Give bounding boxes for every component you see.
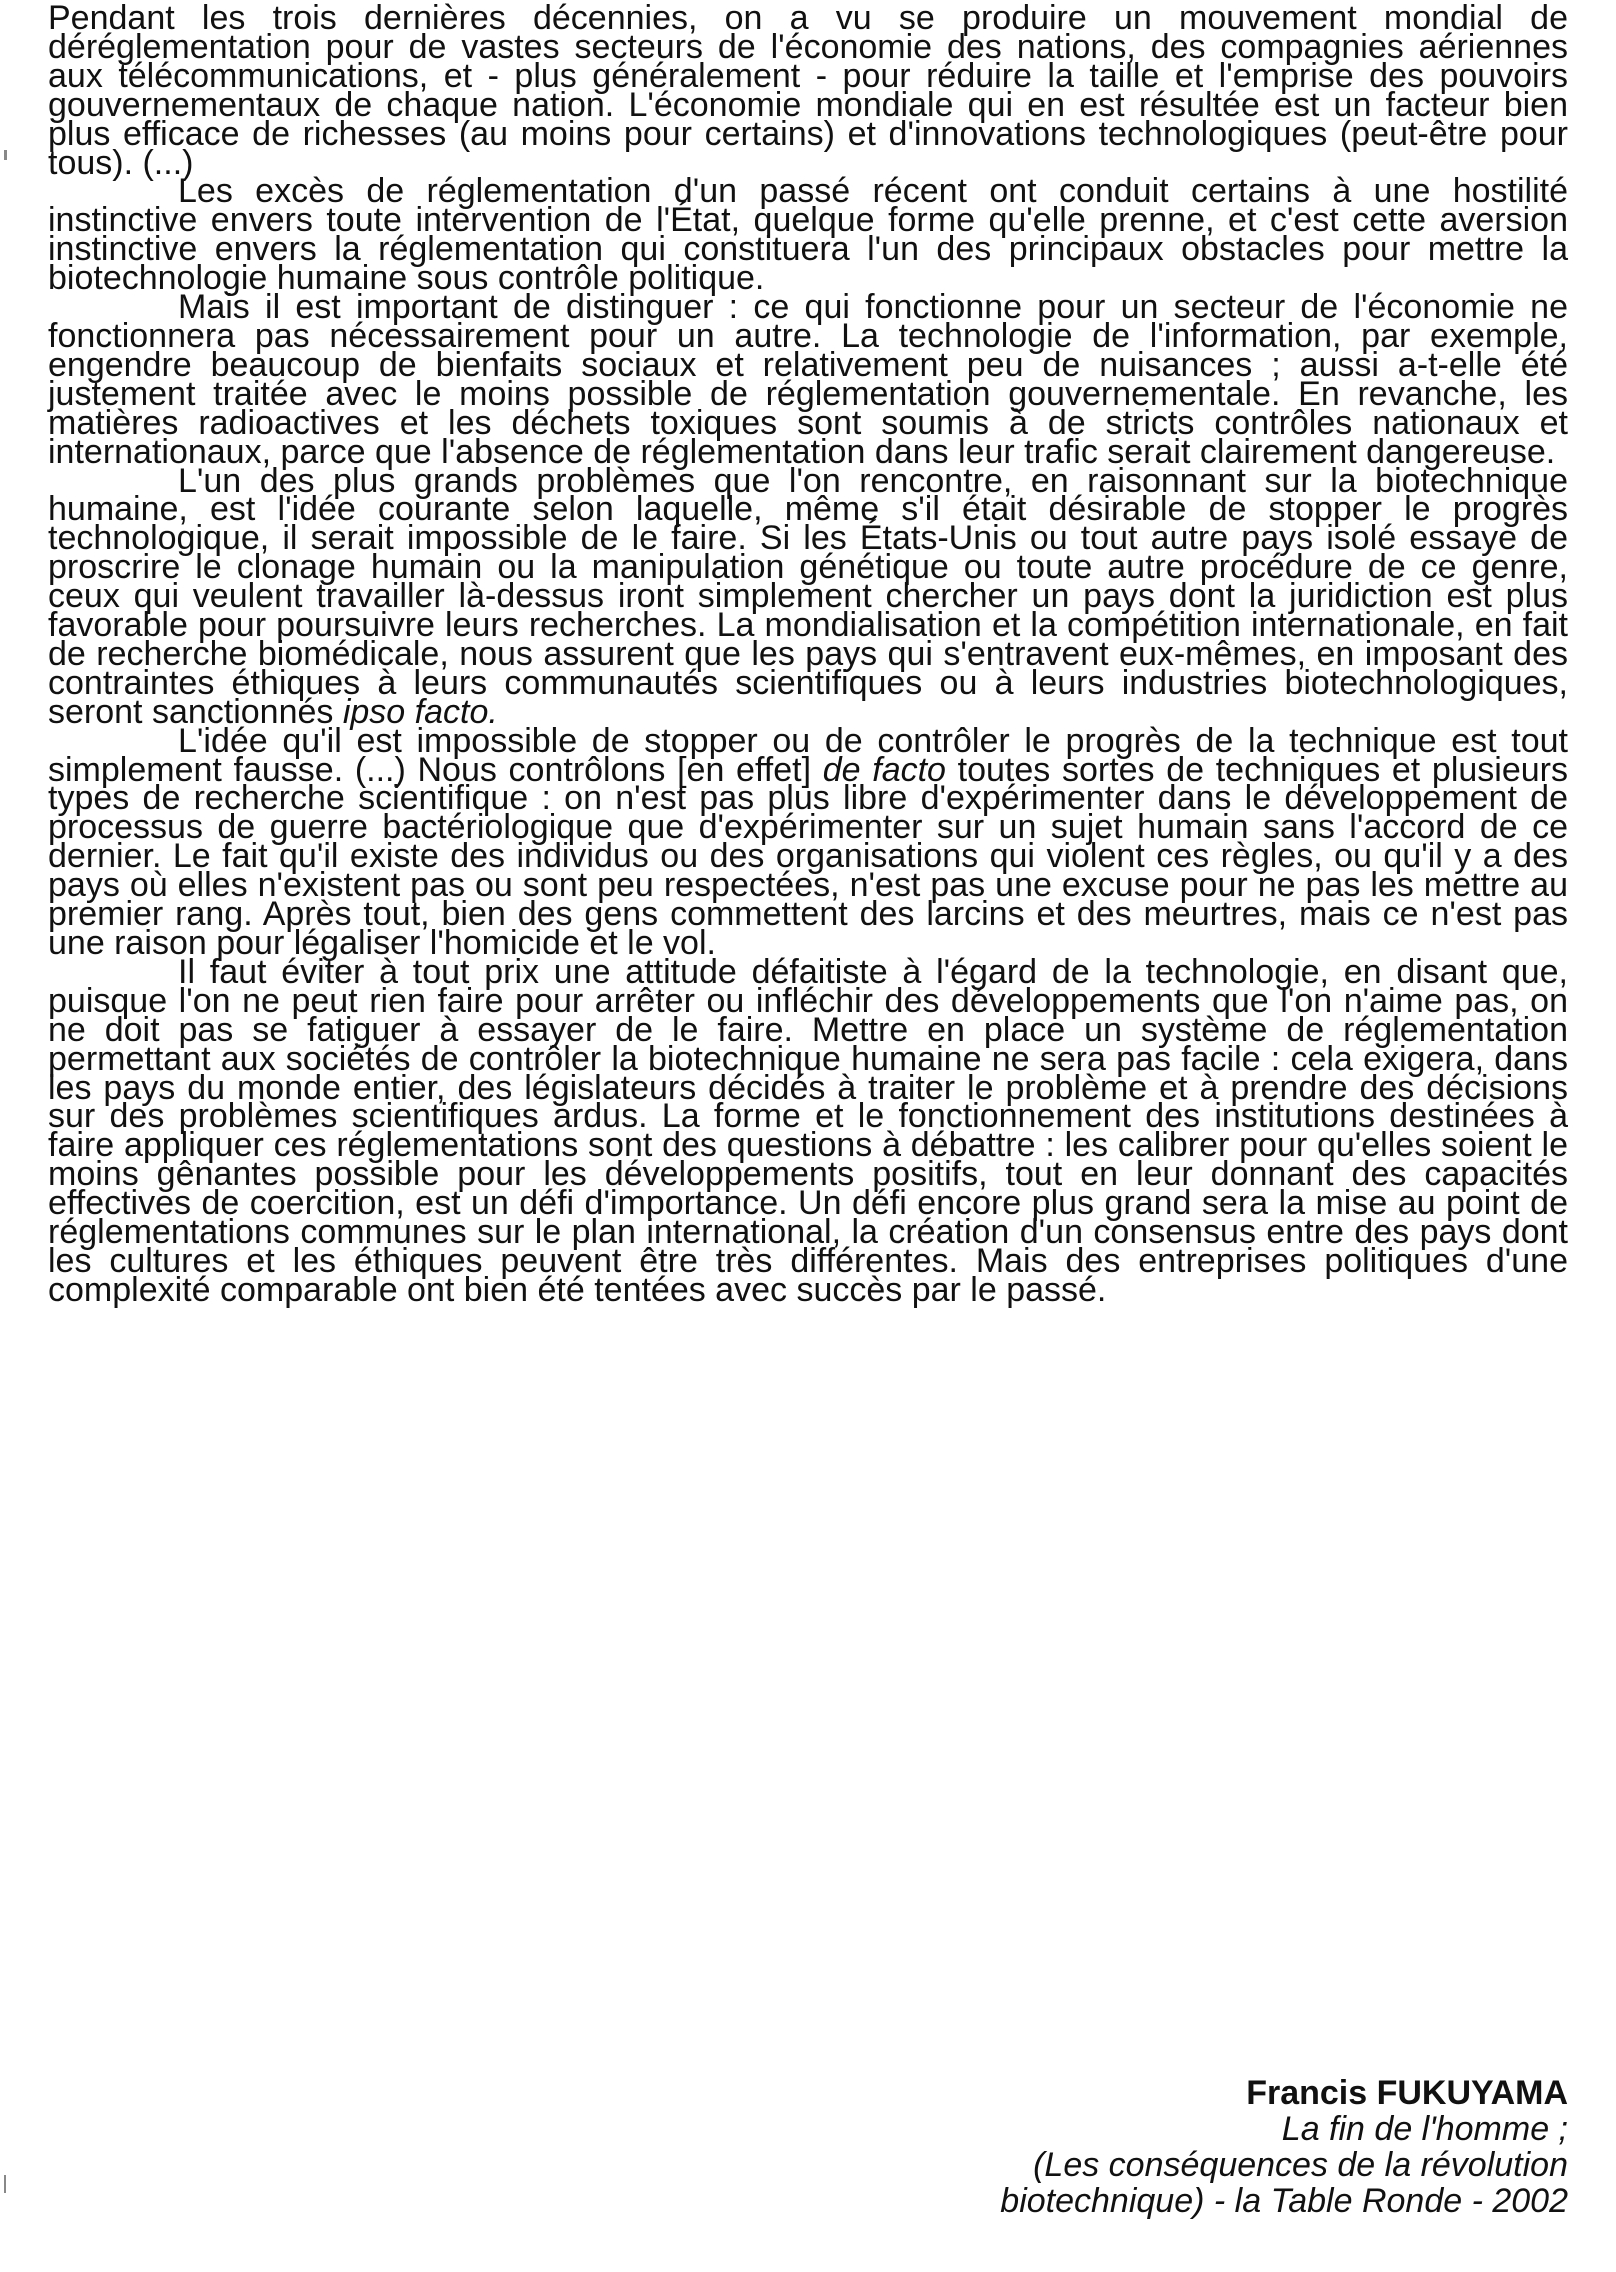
paragraph-2-text: Les excès de réglementation d'un passé récent ont conduit certains à une hostilité instinctive envers toute intervention de l'État, quelque forme qu'elle prenne, et c'est cette aversion instinctive envers la réglementation qui constituera l'un des principaux obstacles pour mettre la biotechnologie humaine sous contrôle politique.	[48, 172, 1568, 298]
paragraph-3	[48, 288, 1568, 471]
paragraph-4	[48, 461, 1568, 731]
paragraph-3-text: Mais il est important de distinguer : ce qui fonctionne pour un secteur de l'économie ne fonctionnera pas nécessairement pour un autre. La technologie de l'information, par exemple, engendre beaucoup de bienfaits sociaux et relativement peu de nuisances ; aussi a-t-elle été justement traitée avec le moins possible de réglementation gouvernementale. En revanche, les matières radioactives et les déchets toxiques sont soumis à de stricts contrôles nationaux et internationaux, parce que l'absence de réglementation dans leur trafic serait clairement dangereuse.	[48, 288, 1568, 471]
paragraph-1-text: Pendant les trois dernières décennies, on a vu se produire un mouvement mondial de déréglementation pour de vastes secteurs de l'économie des nations, des compagnies aériennes aux télécommunications, et - plus généralement - pour réduire la taille et l'emprise des pouvoirs gouvernementaux de chaque nation. L'économie mondiale qui en est résultée est un facteur bien plus efficace de richesses (au moins pour certains) et d'innovations technologiques (peut-être pour tous). (...)	[48, 0, 1568, 182]
scan-margin-mark-bottom	[4, 2175, 6, 2193]
paragraph-1	[48, 0, 1568, 182]
source-line-1: La fin de l'homme ;	[1281, 2110, 1568, 2148]
paragraph-4-text: L'un des plus grands problèmes que l'on rencontre, en raisonnant sur la biotechnique humaine, est l'idée courante selon laquelle, même s'il était désirable de stopper le progrès technologique, il serait impossible de le faire. Si les États-Unis ou tout autre pays isolé essaye de proscrire le clonage humain ou la manipulation génétique ou toute autre procédure de ce genre, ceux qui veulent travailler là-dessus iront simplement chercher un pays dont la juridiction est plus favorable pour poursuivre leurs recherches. La mondialisation et la compétition internationale, en fait de recherche biomédicale, nous assurent que les pays qui s'entravent eux-mêmes, en imposant des contraintes éthiques à leurs communautés scientifiques ou à leurs industries biotechnologiques, seront sanctionnés	[48, 461, 1568, 731]
paragraph-5-italic-phrase: de facto	[822, 750, 946, 789]
scan-margin-mark	[4, 150, 7, 160]
paragraph-4-italic-phrase: ipso facto.	[342, 692, 498, 731]
paragraph-5-text-a: L'idée qu'il est impossible de stopper ou de contrôler le progrès de la technique est tout simplement fausse. (...) Nous contrôlons [en effet]	[48, 721, 1568, 789]
author-name: Francis FUKUYAMA	[1246, 2074, 1568, 2112]
citation-signature	[568, 2075, 1568, 2219]
paragraph-2	[48, 172, 1568, 298]
paragraph-5-text-b: toutes sortes de techniques et plusieurs types de recherche scientifique : on n'est pas plus libre d'expérimenter dans le développement de processus de guerre bactériologique que d'expérimenter sur un sujet humain sans l'accord de ce dernier. Le fait qu'il existe des individus ou des organisations qui violent ces règles, ou qu'il y a des pays où elles n'existent pas ou sont peu respectées, n'est pas une excuse pour ne pas les mettre au premier rang. Après tout, bien des gens commettent des larcins et des meurtres, mais ce n'est pas une raison pour légaliser l'homicide et le vol.	[48, 750, 1568, 962]
paragraph-6	[48, 952, 1568, 1309]
paragraph-6-text: Il faut éviter à tout prix une attitude défaitiste à l'égard de la technologie, en disant que, puisque l'on ne peut rien faire pour arrêter ou infléchir des développements que l'on n'aime pas, on ne doit pas se fatiguer à essayer de le faire. Mettre en place un système de réglementation permettant aux sociétés de contrôler la biotechnique humaine ne sera pas facile : cela exigera, dans les pays du monde entier, des législateurs décidés à traiter le problème et à prendre des décisions sur des problèmes scientifiques ardus. La forme et le fonctionnement des institutions destinées à faire appliquer ces réglementations sont des questions à débattre : les calibrer pour qu'elles soient le moins gênantes possible pour les développements positifs, tout en leur donnant des capacités effectives de coercition, est un défi d'importance. Un défi encore plus grand sera la mise au point de réglementations communes sur le plan international, la création d'un consensus entre des pays dont les cultures et les éthiques peuvent être très différentes. Mais des entreprises politiques d'une complexité comparable ont bien été tentées avec succès par le passé.	[48, 952, 1568, 1309]
article-body	[48, 0, 1568, 1309]
paragraph-5	[48, 721, 1568, 962]
source-line-2: (Les conséquences de la révolution	[1033, 2146, 1568, 2184]
source-line-3: biotechnique) - la Table Ronde - 2002	[1000, 2182, 1568, 2220]
